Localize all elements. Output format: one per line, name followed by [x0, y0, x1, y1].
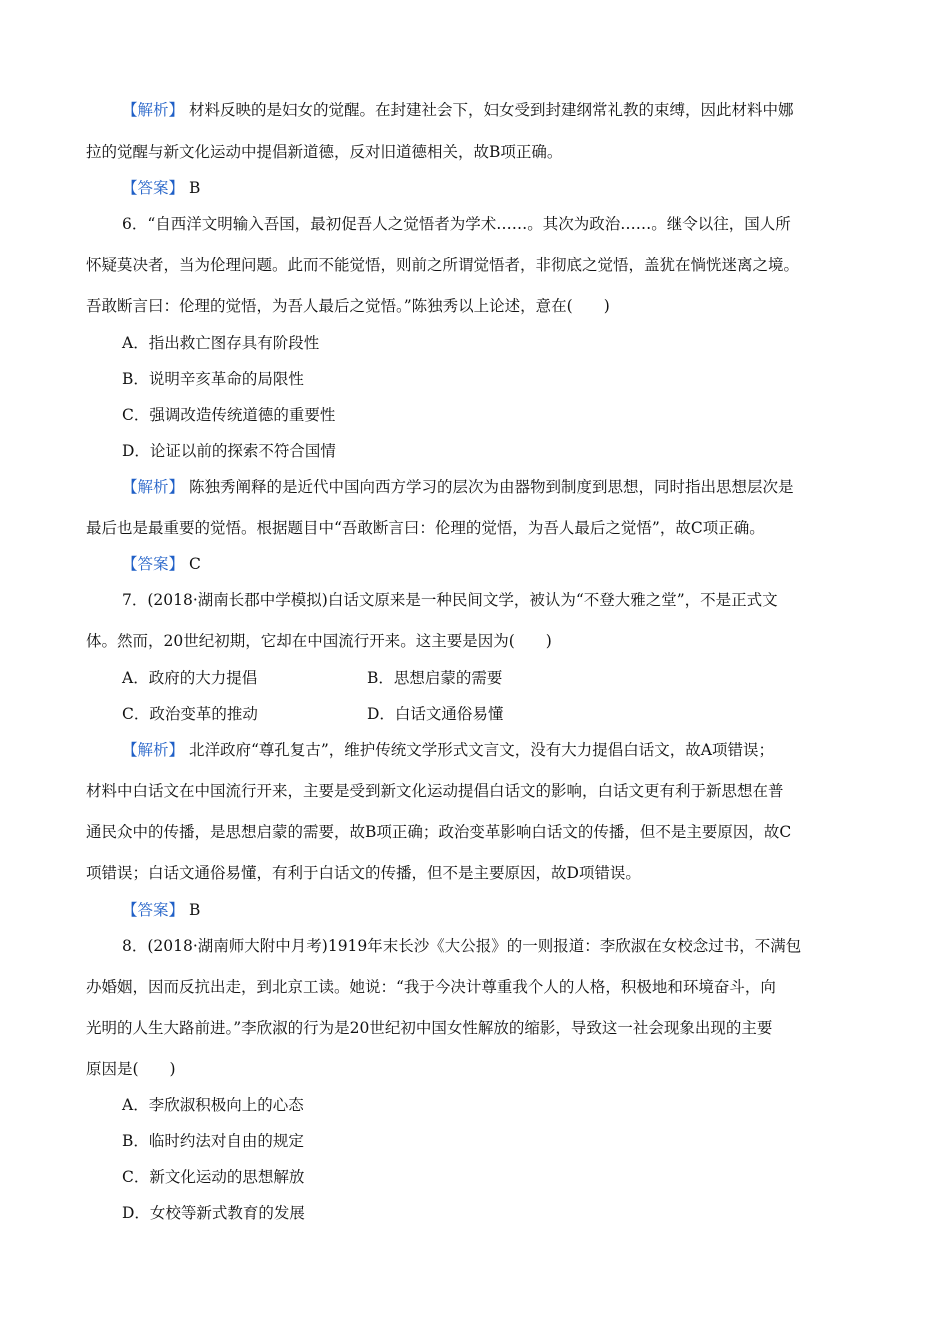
- answer-tag: 【答案】: [122, 901, 185, 919]
- q6-stem-line-1: 6．“自西洋文明输入吾国，最初促吾人之觉悟者为学术……。其次为政治……。继令以往，国人所: [122, 215, 791, 233]
- q8-option-d: D．女校等新式教育的发展: [122, 1204, 305, 1222]
- q6-stem-line-2: 怀疑莫决者，当为伦理问题。此而不能觉悟，则前之所谓觉悟者，非彻底之觉悟，盖犹在惝恍迷离之境。: [86, 256, 800, 274]
- analysis-tag: 【解析】: [122, 478, 185, 496]
- q7-stem-line-1: 7．(2018·湖南长郡中学模拟)白话文原来是一种民间文学，被认为“不登大雅之堂”，不是正式文: [122, 591, 778, 609]
- q7-analysis-line-2: 材料中白话文在中国流行开来，主要是受到新文化运动提倡白话文的影响，白话文更有利于新思想在普: [86, 782, 784, 800]
- q5-analysis-line-2: 拉的觉醒与新文化运动中提倡新道德，反对旧道德相关，故B项正确。: [86, 143, 563, 161]
- q6-analysis-line-2: 最后也是最重要的觉悟。根据题目中“吾敢断言曰：伦理的觉悟，为吾人最后之觉悟”，故C项正确。: [86, 519, 765, 537]
- q7-stem-line-2: 体。然而，20世纪初期，它却在中国流行开来。这主要是因为( ): [86, 632, 552, 650]
- answer-tag: 【答案】: [122, 179, 185, 197]
- q8-stem-line-3: 光明的人生大路前进。”李欣淑的行为是20世纪初中国女性解放的缩影，导致这一社会现象出现的主要: [86, 1019, 773, 1037]
- q8-stem-line-2: 办婚姻，因而反抗出走，到北京工读。她说：“我于今决计尊重我个人的人格，积极地和环境奋斗，向: [86, 978, 776, 996]
- q7-option-c: C．政治变革的推动: [122, 705, 258, 723]
- q8-stem-line-4: 原因是( ): [86, 1060, 176, 1078]
- q7-analysis-line-3: 通民众中的传播，是思想启蒙的需要，故B项正确；政治变革影响白话文的传播，但不是主要原因，故C: [86, 823, 792, 841]
- q6-analysis-line-1: 【解析】 陈独秀阐释的是近代中国向西方学习的层次为由器物到制度到思想，同时指出思想层次是: [122, 478, 794, 496]
- q8-option-a: A．李欣淑积极向上的心态: [122, 1096, 304, 1114]
- q6-option-b: B．说明辛亥革命的局限性: [122, 370, 304, 388]
- q6-option-d: D．论证以前的探索不符合国情: [122, 442, 336, 460]
- analysis-tag: 【解析】: [122, 741, 185, 759]
- q7-option-d: D．白话文通俗易懂: [367, 705, 504, 723]
- q8-option-b: B．临时约法对自由的规定: [122, 1132, 304, 1150]
- q7-analysis-line-1: 【解析】 北洋政府“尊孔复古”，维护传统文学形式文言文，没有大力提倡白话文，故A项错误；: [122, 741, 774, 759]
- answer-tag: 【答案】: [122, 555, 185, 573]
- q7-answer: 【答案】 B: [122, 901, 201, 919]
- q5-answer: 【答案】 B: [122, 179, 201, 197]
- q6-stem-line-3: 吾敢断言曰：伦理的觉悟，为吾人最后之觉悟。”陈独秀以上论述，意在( ): [86, 297, 610, 315]
- q7-option-b: B．思想启蒙的需要: [367, 669, 503, 687]
- q6-answer: 【答案】 C: [122, 555, 201, 573]
- q7-analysis-line-4: 项错误；白话文通俗易懂，有利于白话文的传播，但不是主要原因，故D项错误。: [86, 864, 641, 882]
- q6-option-a: A．指出救亡图存具有阶段性: [122, 334, 320, 352]
- q5-analysis-line-1: 【解析】 材料反映的是妇女的觉醒。在封建社会下，妇女受到封建纲常礼教的束缚，因此材料中娜: [122, 101, 794, 119]
- q7-option-a: A．政府的大力提倡: [122, 669, 258, 687]
- q6-option-c: C．强调改造传统道德的重要性: [122, 406, 336, 424]
- q8-stem-line-1: 8．(2018·湖南师大附中月考)1919年末长沙《大公报》的一则报道：李欣淑在女校念过书，不满包: [122, 937, 802, 955]
- q8-option-c: C．新文化运动的思想解放: [122, 1168, 305, 1186]
- analysis-tag: 【解析】: [122, 101, 185, 119]
